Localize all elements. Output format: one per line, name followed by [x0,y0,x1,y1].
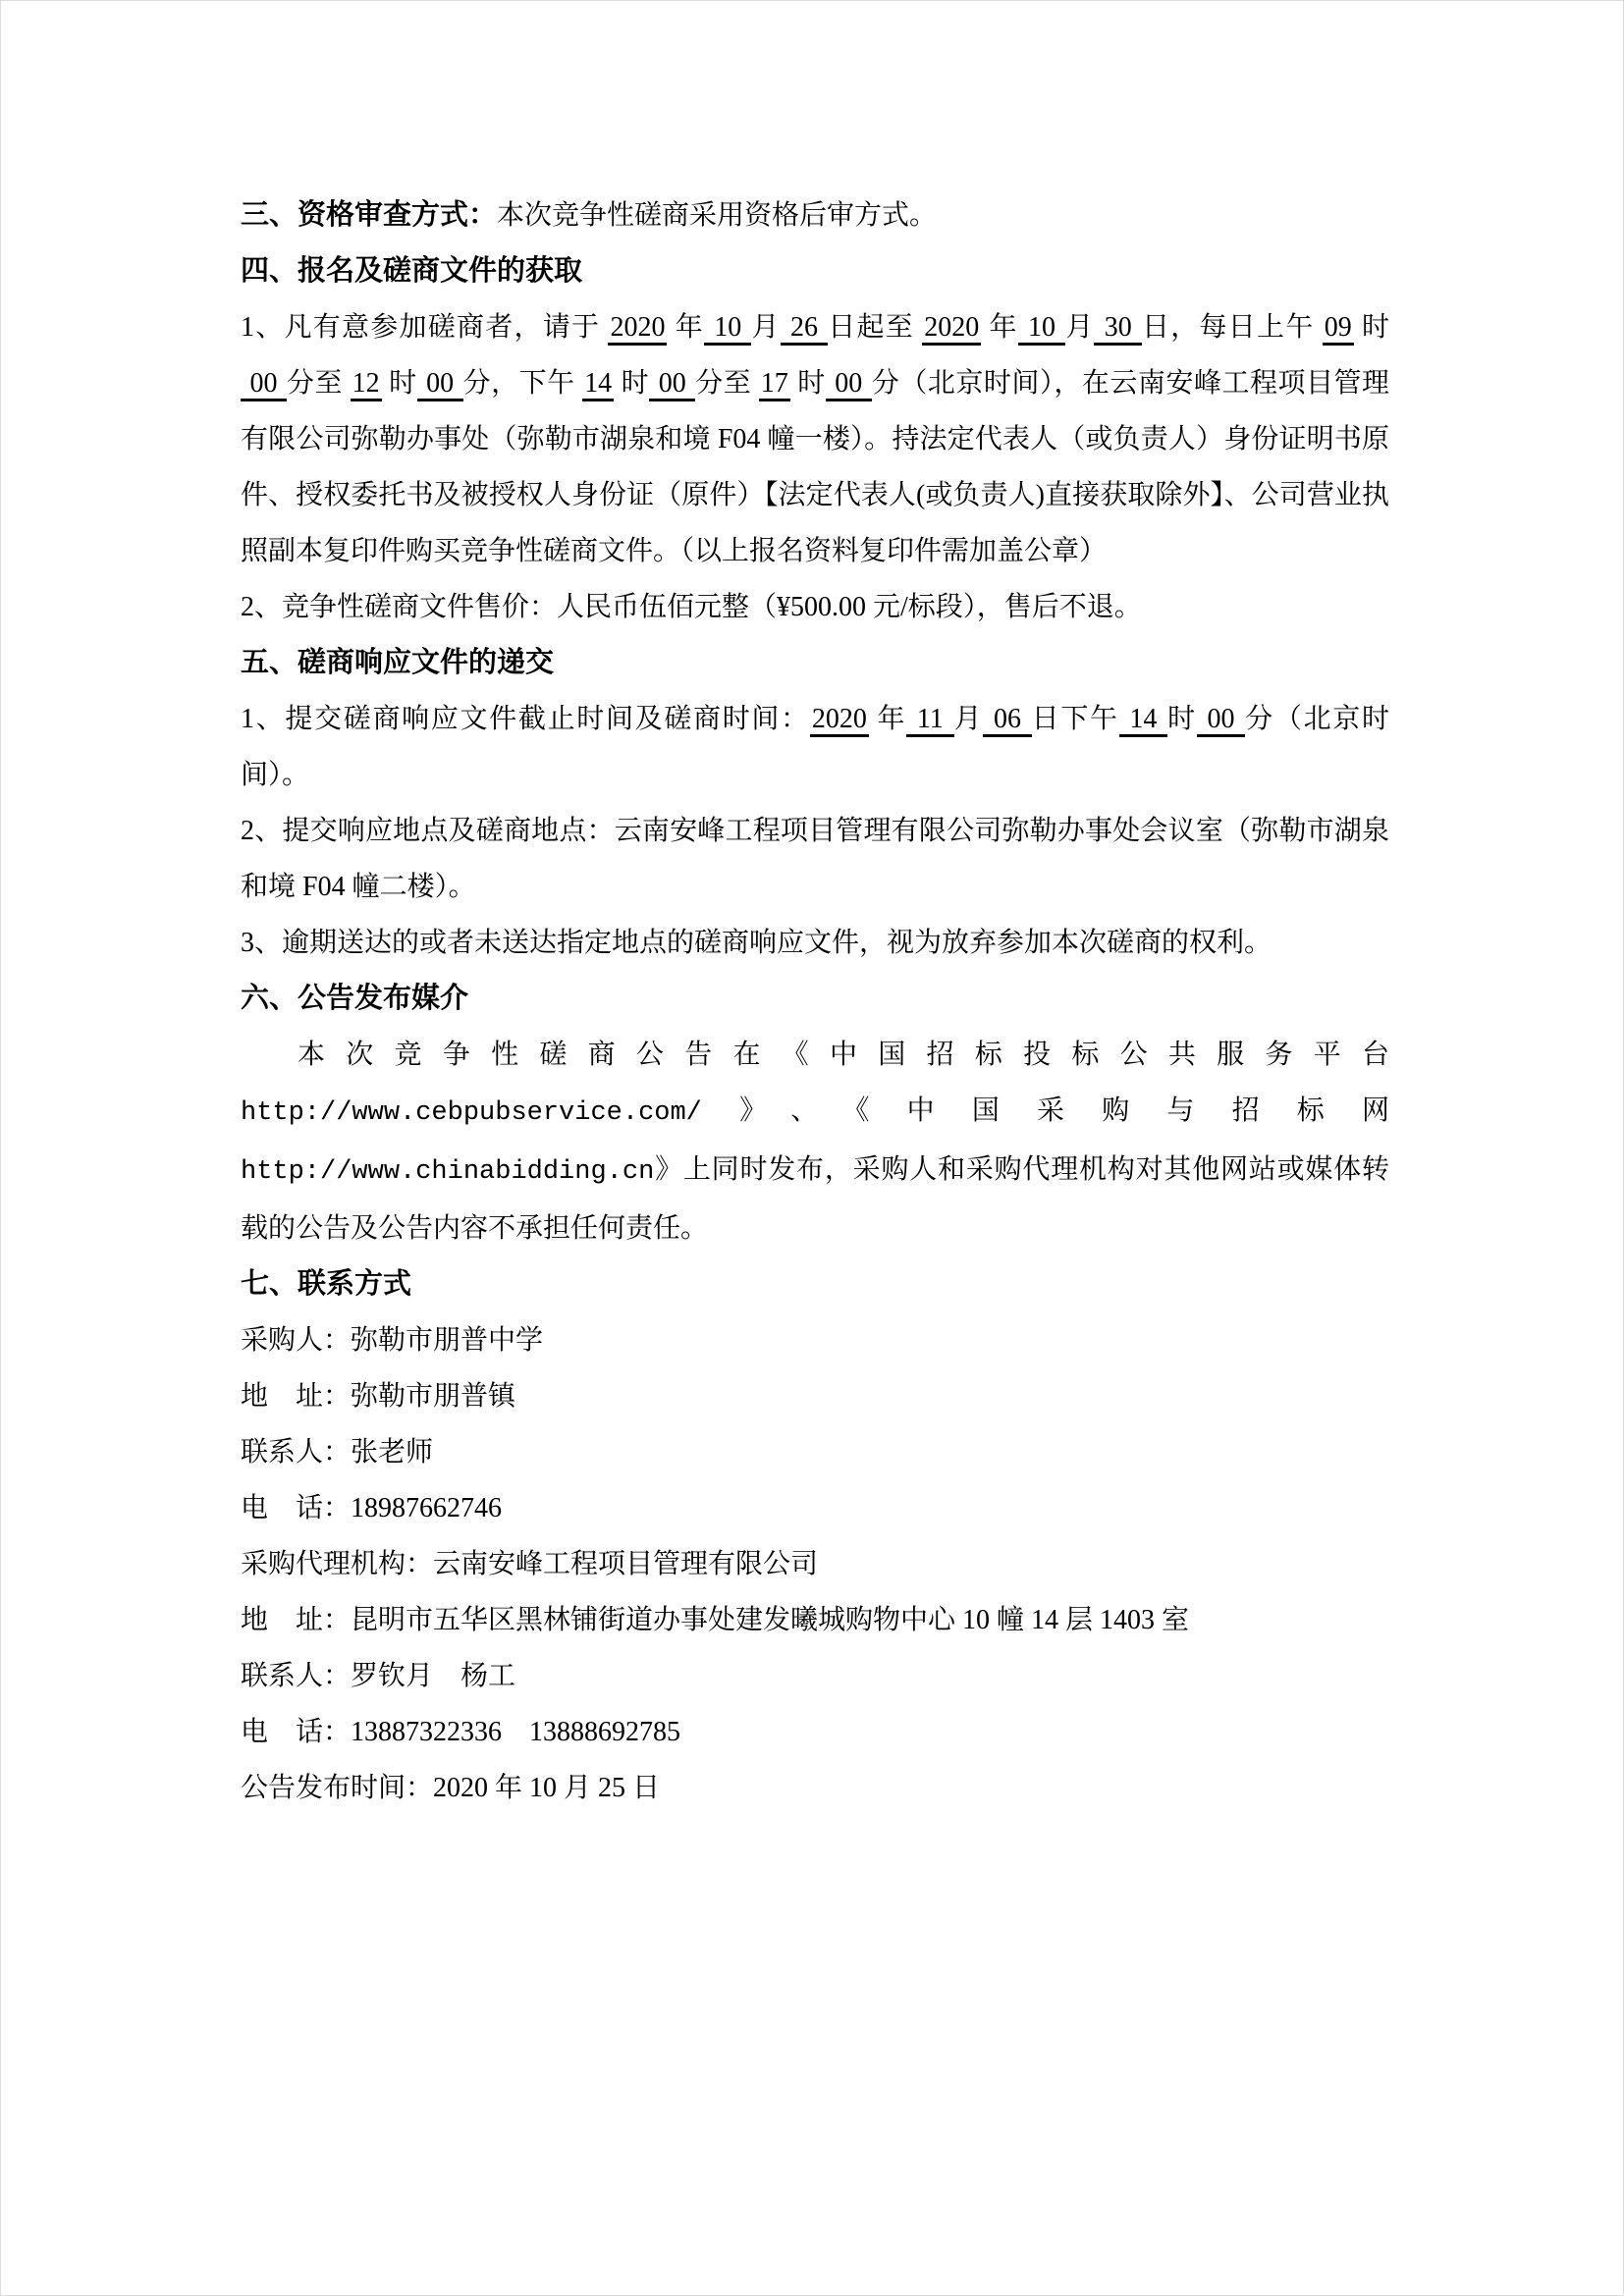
underlined-value: 12 [351,368,382,401]
text-segment: 月 [1065,312,1095,343]
section4-item2: 2、竞争性磋商文件售价：人民币伍佰元整（¥500.00 元/标段），售后不退。 [241,592,1142,622]
section5-item1 [241,691,1389,803]
purchaser-line: 采购人：弥勒市朋普中学 [241,1325,544,1356]
text-segment: 本次竞争性磋商公告在《中国招标投标公共服务平台 [298,1040,1389,1070]
text-segment: 年 [667,312,704,343]
section5-heading: 五、磋商响应文件的递交 [241,647,555,678]
text-segment: 分，下午 [462,368,583,399]
text-segment: 时 [789,368,826,399]
text-segment: 1、提交磋商响应文件截止时间及磋商时间： [241,704,810,734]
section5-item3: 3、逾期送达的或者未送达指定地点的磋商响应文件，视为放弃参加本次磋商的权利。 [241,928,1272,958]
url-text: http://www.cebpubservice.com/ [241,1098,702,1128]
text-segment: 时 [614,368,650,399]
section5-item2: 2、提交响应地点及磋商地点：云南安峰工程项目管理有限公司弥勒办事处会议室（弥勒市湖泉和境 F04 幢二楼）。 [241,816,1389,902]
section3-heading: 三、资格审查方式： [241,199,498,231]
text-segment: 月 [751,312,781,343]
text-segment: 年 [868,704,907,734]
text-segment: 日起至 [828,312,923,343]
text-segment: 1、凡有意参加磋商者，请于 [241,312,609,343]
url-text: http://www.chinabidding.cn [241,1157,655,1187]
purchaser-phone-line: 电 话：18987662746 [241,1493,503,1523]
underlined-value: 00 [417,368,463,401]
text-segment: 日，每日上午 [1141,312,1323,343]
publish-date-line: 公告发布时间：2020 年 10 月 25 日 [241,1773,661,1803]
text-segment: 日下午 [1031,704,1119,734]
underlined-value: 00 [1197,704,1245,737]
purchaser-contact-line: 联系人：张老师 [241,1437,434,1468]
underlined-value: 30 [1094,312,1142,346]
text-segment: 月 [953,704,984,734]
section6-heading: 六、公告发布媒介 [241,983,469,1014]
section3-line [241,187,1389,243]
text-segment: 》、《中国采购与招标网 [701,1095,1389,1126]
section4-item1 [241,299,1389,579]
underlined-value: 00 [241,368,287,401]
underlined-value: 00 [826,368,872,401]
underlined-value: 10 [1018,312,1066,346]
purchaser-address-line: 地 址：弥勒市朋普镇 [241,1381,516,1412]
underlined-value: 09 [1323,312,1354,346]
agency-phone-line: 电 话：13887322336 13888692785 [241,1717,681,1747]
agency-address-line: 地 址：昆明市五华区黑林铺街道办事处建发曦城购物中心 10 幢 14 层 1403 室 [241,1605,1190,1635]
section6-paragraph [241,1027,1389,1256]
section4-heading: 四、报名及磋商文件的获取 [241,255,583,287]
text-segment: 时 [1353,312,1389,343]
underlined-value: 00 [649,368,695,401]
text-segment: 》上同时发布，采购人和采购代理机构对其他网站或媒体转载的公告及公告内容不承担任何责任。 [241,1154,1389,1244]
underlined-value: 2020 [922,312,981,346]
text-segment: 时 [381,368,417,399]
text-segment: 分（北京时间），在云南安峰工程项目管理有限公司弥勒办事处（弥勒市湖泉和境 F04 幢一楼）。持法定代表人（或负责人）身份证明书原件、授权委托书及被授权人身份证（原件）【法定代表人(或负责人)直接获取除外】、公司营业执照副本复印件购买竞争性磋商文件。（以上报名资料复印件需加盖公章） [241,368,1389,566]
underlined-value: 14 [1119,704,1167,737]
agency-contact-line: 联系人：罗钦月 杨工 [241,1661,516,1691]
section3-text: 本次竞争性磋商采用资格后审方式。 [497,200,938,231]
text-segment: 分至 [695,368,759,399]
underlined-value: 26 [781,312,829,346]
underlined-value: 17 [759,368,790,401]
text-segment: 年 [981,312,1018,343]
announcement-content [241,187,1389,1816]
text-segment: 时 [1167,704,1197,734]
agency-line: 采购代理机构：云南安峰工程项目管理有限公司 [241,1549,819,1579]
underlined-value: 14 [582,368,614,401]
underlined-value: 06 [983,704,1031,737]
underlined-value: 2020 [608,312,667,346]
text-segment: 分至 [287,368,351,399]
underlined-value: 10 [704,312,752,346]
underlined-value: 11 [906,704,953,737]
underlined-value: 2020 [810,704,869,737]
text-segment: 分（北京时间）。 [241,704,1389,790]
section7-heading: 七、联系方式 [241,1268,412,1300]
